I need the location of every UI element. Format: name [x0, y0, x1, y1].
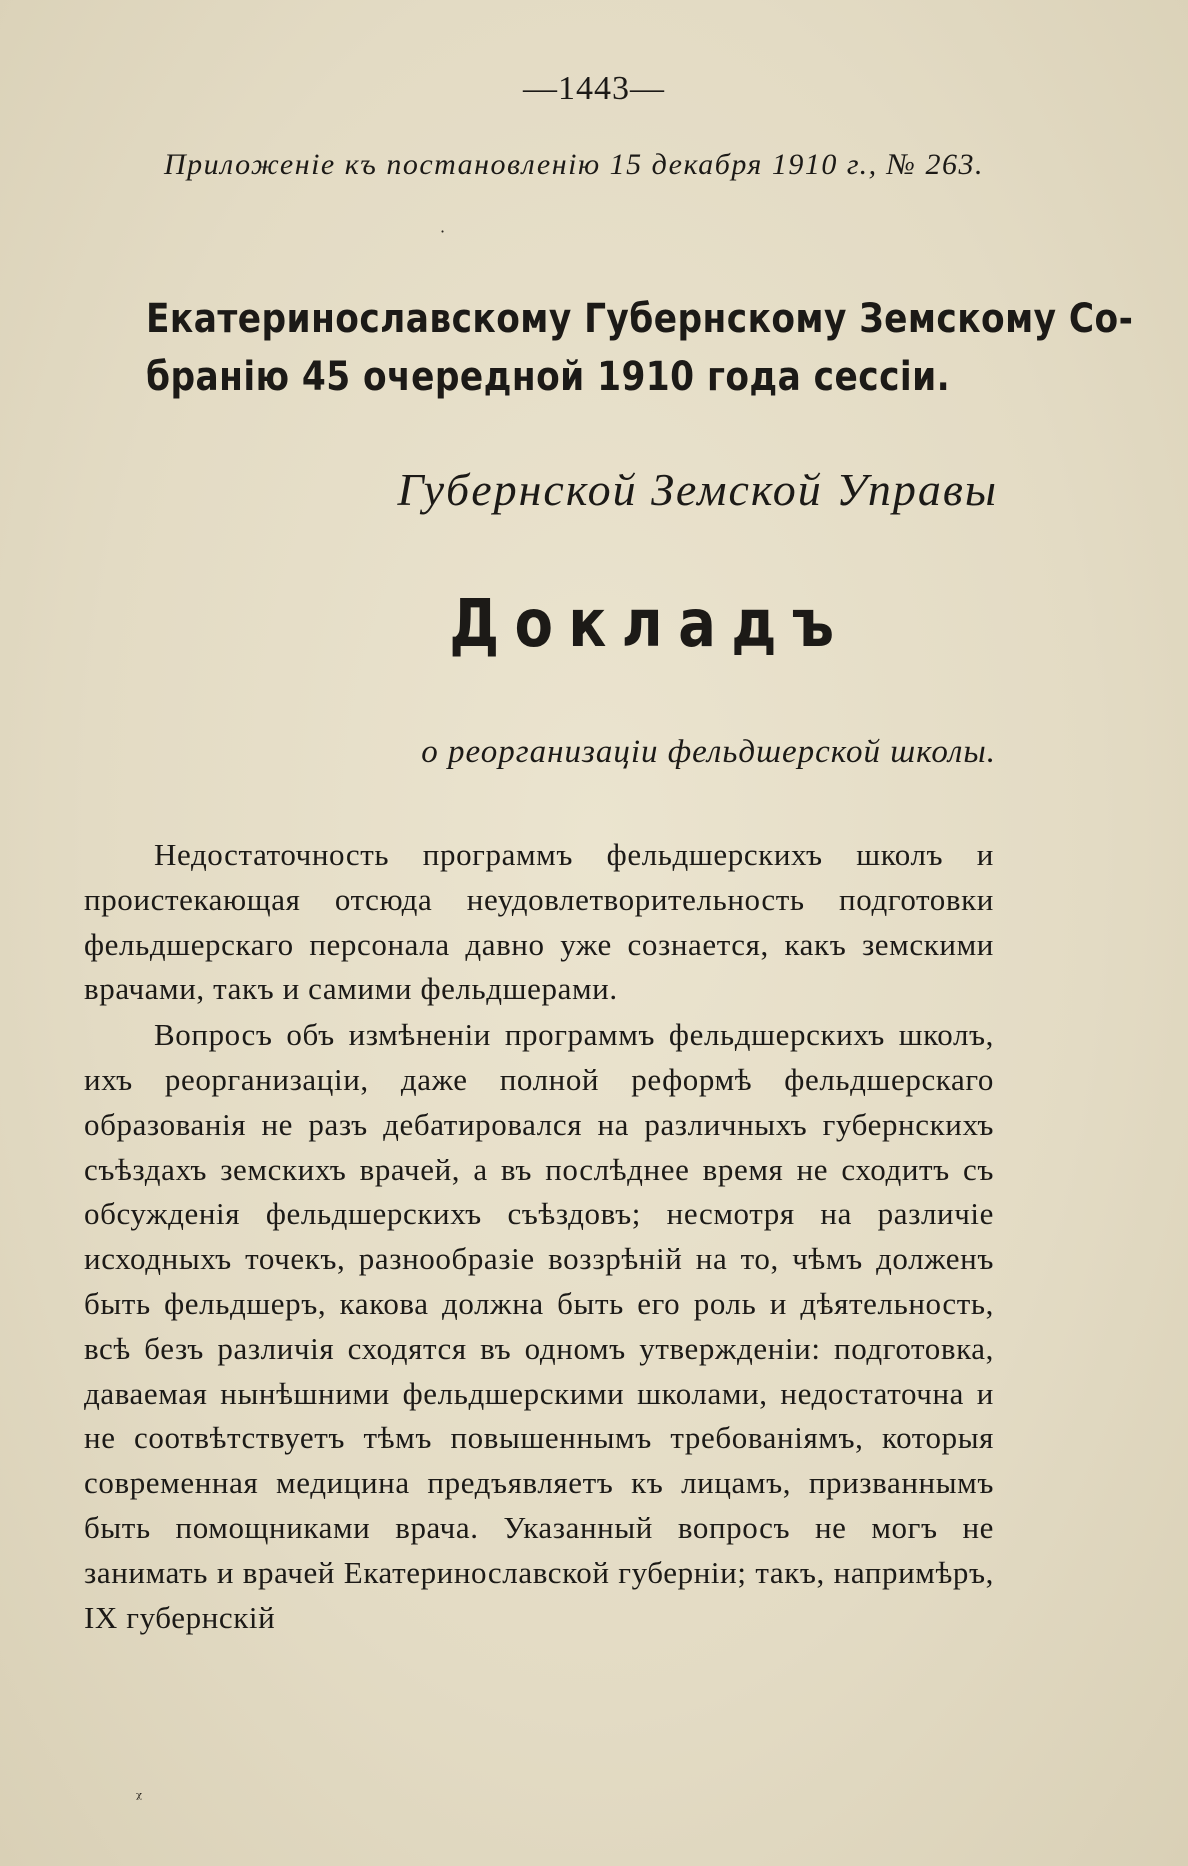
paragraph-2: Вопросъ объ измѣненіи программъ фельдшерскихъ школъ, ихъ реорганизаціи, даже полной реформѣ фельдшерскаго образованія не разъ дебатировался на различныхъ губернскихъ съѣздахъ земскихъ врачей, а въ послѣднее время не сходитъ съ обсужденія фельдшерскихъ съѣздовъ; несмотря на различіе исходныхъ точекъ, разнообразіе воззрѣній на то, чѣмъ долженъ быть фельдшеръ, какова должна быть его роль и дѣятельность, всѣ безъ различія сходятся въ одномъ утвержденіи: подготовка, даваемая нынѣшними фельдшерскими школами, недостаточна и не соотвѣтствуетъ тѣмъ повышеннымъ требованіямъ, которыя современная медицина предъявляетъ къ лицамъ, призваннымъ быть помощниками врача. Указанный вопросъ не могъ не занимать и врачей Екатеринославской губерніи; такъ, напримѣръ, IX губернскій — [84, 1017, 994, 1635]
ink-speck: ᵡ — [136, 1788, 143, 1807]
appendix-note: Приложеніе къ постановленію 15 декабря 1910 г., № 263. — [164, 148, 984, 181]
ink-speck: · — [440, 222, 446, 241]
document-subtitle: о реорганизаціи фельдшерской школы. — [421, 734, 996, 770]
heading-line-2: бранію 45 очередной 1910 года сессіи. — [146, 354, 951, 400]
board-name: Губернской Земской Управы — [397, 464, 998, 515]
paragraph-1: Недостаточность программъ фельдшерскихъ школъ и проистекающая отсюда неудовлетворительность подготовки фельдшерскаго персонала давно уже сознается, какъ земскими врачами, такъ и самими фельдшерами. — [84, 837, 994, 1007]
document-title: Докладъ — [449, 585, 850, 662]
document-heading — [146, 290, 1134, 406]
page-number: —1443— — [523, 70, 665, 107]
body-text — [84, 833, 994, 1640]
heading-line-1: Екатеринославскому Губернскому Земскому Со- — [146, 296, 1134, 342]
